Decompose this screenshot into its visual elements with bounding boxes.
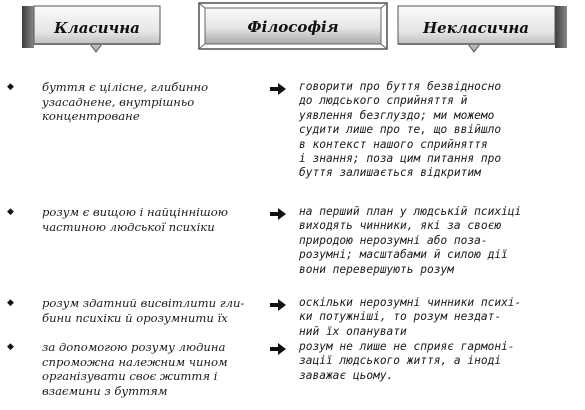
diamond-icon: ◆	[7, 342, 14, 352]
diamond-icon: ◆	[7, 207, 14, 217]
right-arrow-icon	[270, 83, 286, 95]
right-arrow-icon	[270, 343, 286, 355]
left-header-tag	[22, 6, 160, 52]
center-header-tag	[199, 3, 387, 49]
diamond-icon: ◆	[7, 82, 14, 92]
classical-statement: розум здатний висвітлити гли- бини психіки й орозумнити їх	[42, 296, 245, 325]
right-arrow-icon	[270, 299, 286, 311]
diamond-icon: ◆	[7, 298, 14, 308]
right-header-tag	[398, 6, 567, 52]
nonclassical-statement: оскільки нерозумні чинники психі- ки потужніші, то розум нездат- ний їх опанувати	[299, 296, 522, 338]
classical-statement: за допомогою розуму людина спроможна належним чином організувати своє життя і взаємини з буттям	[42, 340, 228, 398]
nonclassical-statement: говорити про буття безвідносно до людського сприйняття й уявлення безглуздо; ми можемо судити лише про те, що ввійшло в контекст нашого сприйняття і знання; поза цим питання про буття залишається відкритим	[299, 80, 502, 180]
right-arrow-icon	[270, 208, 286, 220]
center-header-label: Філософія	[247, 18, 339, 36]
left-header-label: Класична	[54, 19, 140, 37]
classical-statement: розум є вищою і найціннішою частиною людської психіки	[42, 205, 228, 234]
nonclassical-statement: розум не лише не сприяє гармоні- зації людського життя, а іноді заважає цьому.	[299, 340, 515, 382]
header-tags	[0, 0, 585, 60]
right-header-label: Некласична	[423, 19, 529, 37]
classical-statement: буття є цілісне, глибинно узасаднене, внутрішньо концентроване	[42, 80, 209, 123]
nonclassical-statement: на перший план у людській психіці виходять чинники, які за своєю природою нерозумні або поза- розумні; масштабами й силою дії вони перевершують розум	[299, 205, 522, 276]
